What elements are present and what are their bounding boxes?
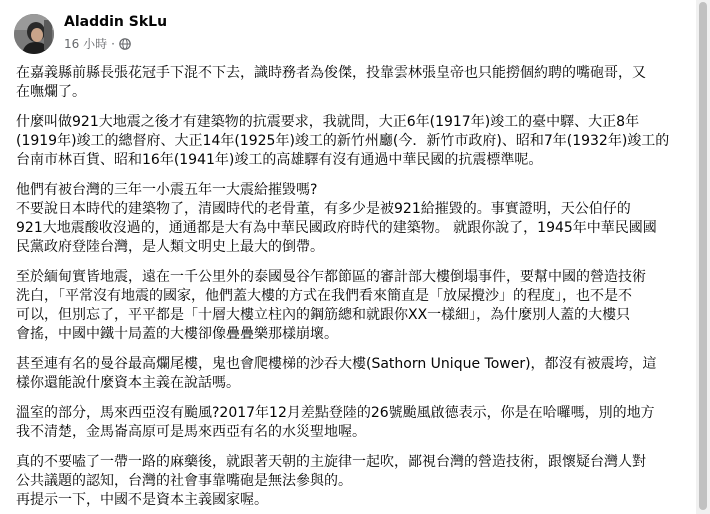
text-line: 在嘉義縣前縣長張花冠手下混不下去，識時務者為俊傑，投靠雲林張皇帝也只能撈個約聘的嘴砲哥，又 [16,65,646,81]
text-line: 我不清楚，金馬崙高原可是馬來西亞有名的水災聖地喔。 [16,424,366,440]
text-line: 什麼叫做921大地震之後才有建築物的抗震要求，我就問，大正6年(1917年)竣工的臺中驛、大正8年 [16,114,640,130]
scrollbar-thumb[interactable] [699,2,707,510]
text-line: 會搖，中國中鐵十局蓋的大樓卻像疊疊樂那樣崩壞。 [16,326,338,342]
text-line: 民黨政府登陸台灣，是人類文明史上最大的倒帶。 [16,239,324,255]
globe-icon [119,38,131,50]
post-paragraph-1 [16,64,686,102]
post-meta [64,35,131,52]
author-name-link[interactable]: Aladdin SkLu [64,14,168,30]
text-line: 公共議題的認知，台灣的社會事靠嘴砲是無法參與的。 [16,473,352,489]
text-line: 洗白，「平常沒有地震的國家，他們蓋大樓的方式在我們看來簡直是「放屎攪沙」的程度」，也不是不 [16,288,632,304]
post-paragraph-6 [16,404,686,442]
text-line: 在嘸爛了。 [16,84,86,100]
meta-separator: · [111,36,115,51]
text-line: 他們有被台灣的三年一小震五年一大震給摧毀嗎? [16,182,318,198]
text-line: 甚至連有名的曼谷最高爛尾樓，鬼也會爬樓梯的沙吞大樓(Sathorn Unique Tower)，都沒有被震垮，這 [16,356,657,372]
avatar[interactable] [14,14,54,54]
post-paragraph-3 [16,181,686,257]
avatar-photo-icon [14,14,54,54]
text-line: 樣你還能說什麼資本主義在說話嗎。 [16,375,240,391]
post-body [16,64,686,514]
post-timestamp[interactable]: 16 小時 [64,37,108,51]
text-line: 不要說日本時代的建築物了，清國時代的老骨董，有多少是被921給摧毀的。事實證明，天公伯仔的 [16,201,631,217]
text-line: (1919年)竣工的總督府、大正14年(1925年)竣工的新竹州廳(今．新竹市政府)、昭和7年(1932年)竣工的 [16,133,670,149]
text-line: 真的不要嗑了一帶一路的麻藥後，就跟著天朝的主旋律一起吹，鄙視台灣的營造技術，跟懷疑台灣人對 [16,454,646,470]
post-paragraph-5 [16,355,686,393]
text-line: 可以，但別忘了，平平都是「十層大樓立柱內的鋼筋總和就跟你XX一樣細」，為什麼別人蓋的大樓只 [16,307,631,323]
text-line: 台南市林百貨、昭和16年(1941年)竣工的高雄驛有沒有通過中華民國的抗震標準呢。 [16,152,543,168]
post-header [14,10,684,54]
post-paragraph-2 [16,113,686,170]
text-line: 溫室的部分，馬來西亞沒有颱風?2017年12月差點登陸的26號颱風啟德表示，你是在哈囉嗎，別的地方 [16,405,655,421]
text-line: 至於緬甸實皆地震，遠在一千公里外的泰國曼谷乍都節區的審計部大樓倒塌事件，要幫中國的營造技術 [16,269,646,285]
post-paragraph-7 [16,453,686,510]
scrollbar[interactable] [696,0,710,514]
post-paragraph-4 [16,268,686,344]
text-line: 921大地震酸收沒過的，通通都是大有為中華民國政府時代的建築物。 就跟你說了，1945年中華民國國 [16,220,657,236]
text-line: 再提示一下，中國不是資本主義國家喔。 [16,492,268,508]
